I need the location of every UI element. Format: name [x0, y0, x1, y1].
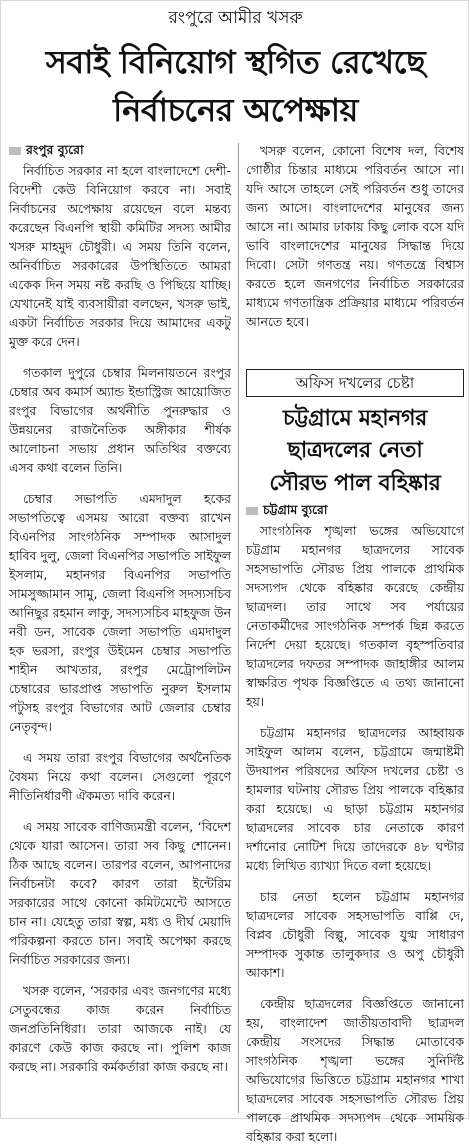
article-left-column — [9, 141, 231, 1111]
article-paragraph: খসরু বলেন, ‘সরকার এবং জনগণের মধ্যে সেতুবন্ধের কাজ করেন নির্বাচিত জনপ্রতিনিধিরা। তারা আজকে নাই। যে কারণে কেউ কাজ করছে না। পুলিশ কাজ করছে না। সরকারি কর্মকর্তারা কাজ করছে না। — [9, 983, 231, 1074]
second-article-kicker: অফিস দখলের চেষ্টা — [246, 369, 464, 397]
second-byline-text: চট্টগ্রাম ব্যুরো — [263, 502, 328, 517]
article-paragraph: নির্বাচিত সরকার না হলে বাংলাদেশে দেশী-বিদেশী কেউ বিনিয়োগ করবে না। সবাই নির্বাচনের অপেক্ষায় রয়েছেন বলে মন্তব্য করেছেন বিএনপি স্থায়ী কমিটির সদস্য আমীর খসরু মাহমুদ চৌধুরী। এ সময় তিনি বলেন, অনির্বাচিত সরকারের উপস্থিতিতে আমরা একেক দিন সময় নষ্ট করছি ও পিছিয়ে যাচ্ছি। যেখানেই যাই ব্যবসায়ীরা বলছেন, খসরু ভাই, একটা নির্বাচিত সরকার দিয়ে আমাদের একটু মুক্ত করে দেন। — [9, 163, 231, 349]
byline — [9, 141, 231, 159]
byline-text: রংপুর ব্যুরো — [26, 142, 84, 157]
article-paragraph: গতকাল দুপুরে চেম্বার মিলনায়তনে রংপুর চেম্বার অব কমার্স অ্যান্ড ইন্ডাস্ট্রিজ আয়োজিত রংপুর বিভাগের অর্থনীতি পুনরুদ্ধার ও উন্নয়নের রাজনৈতিক অঙ্গীকার শীর্ষক আলোচনা সভায় প্রধান অতিথির বক্তব্যে এসব কথা বলেন তিনি। — [9, 365, 231, 475]
headline-line-1: সবাই বিনিয়োগ স্থগিত রেখেছে — [45, 43, 426, 81]
second-article-paragraph: সাংগঠনিক শৃঙ্খলা ভঙ্গের অভিযোগে চট্টগ্রাম মহানগর ছাত্রদলের সাবেক সহসভাপতি সৌরভ প্রিয় পালকে প্রাথমিক সদস্যপদ থেকে বহিষ্কার করেছে কেন্দ্রীয় ছাত্রদল। তার সাথে সব পর্যায়ের নেতাকর্মীদের সাংগঠনিক সম্পর্ক ছিন্ন করতে নির্দেশ দেয়া হয়েছে। গতকাল বৃহস্পতিবার ছাত্রদলের দফতর সম্পাদক জাহাঙ্গীর আলম স্বাক্ষরিত পৃথক বিজ্ঞপ্তিতে এ তথ্য জানানো হয়। — [246, 523, 464, 709]
article-paragraph: চেম্বার সভাপতি এমদাদুল হকের সভাপতিত্বে এসময় আরো বক্তব্য রাখেন বিএনপির সাংগঠনিক সম্পাদক আসাদুল হাবিব দুলু, জেলা বিএনপির সভাপতি সাইফুল ইসলাম, মহানগর বিএনপির সভাপতি সামসুজ্জামান সামু, জেলা বিএনপি সদস্যসচিব আনিছুর রহমান লাকু, সদস্যসচিব মাহফুজ উন নবী ডন, সাবেক জেলা সভাপতি এমদাদুল হক ভরসা, রংপুর উইমেন চেম্বার সভাপতি শাহীন আখতার, রংপুর মেট্রোপলিটন চেম্বারের ভারপ্রাপ্ত সভাপতি নুরুল ইসলাম পটুসহ রংপুর বিভাগের আট জেলার চেম্বার নেতৃবৃন্দ। — [9, 491, 231, 734]
second-headline-line-1: চট্টগ্রামে মহানগর — [282, 406, 428, 431]
article-right-column — [246, 141, 464, 366]
second-headline-line-2: ছাত্রদলের নেতা — [287, 438, 423, 463]
second-headline-line-3: সৌরভ পাল বহিষ্কার — [269, 471, 441, 496]
second-article-paragraph: চট্টগ্রাম মহানগর ছাত্রদলের আহ্বায়ক সাইফুল আলম বলেন, চট্টগ্রামে জন্মাষ্টমী উদযাপন পরিষদের অফিস দখলের চেষ্টা ও হামলার ঘটনায় সৌরভ প্রিয় পালকে বহিষ্কার করা হয়েছে। এ ছাড়া চট্টগ্রাম মহানগর ছাত্রদলের সাবেক চার নেতাকে কারণ দর্শানোর নোটিশ দিয়ে তাদেরকে ৪৮ ঘণ্টার মধ্যে লিখিত ব্যাখ্যা দিতে বলা হয়েছে। — [246, 725, 464, 873]
byline-marker — [246, 507, 258, 515]
article-paragraph: খসরু বলেন, কোনো বিশেষ দল, বিশেষ গোষ্ঠীর চিন্তার মাধ্যমে পরিবর্তন আসে না। যদি আসে তাহলে সেই পরিবর্তন শুধু তাদের জন্য আসে। বাংলাদেশের মানুষের জন্য আসে না। আমার ঢাকায় কিছু লোক বসে যদি ভাবি বাংলাদেশের মানুষের সিদ্ধান্ত দিয়ে দিবো। সেটা গণতন্ত্র নয়। গণতন্ত্রে বিশ্বাস করতে হলে জনগণের নির্বাচিত সরকারের মাধ্যমে গণতান্ত্রিক প্রক্রিয়ার মাধ্যমে পরিবর্তন আনতে হবে। — [246, 143, 464, 329]
second-byline — [246, 501, 464, 519]
column-divider — [238, 143, 239, 1113]
byline-marker — [9, 147, 21, 155]
second-article-body — [246, 501, 464, 1144]
second-article-paragraph: কেন্দ্রীয় ছাত্রদলের বিজ্ঞপ্তিতে জানানো হয়, বাংলাদেশ জাতীয়তাবাদী ছাত্রদল কেন্দ্রীয় সংসদের সিদ্ধান্ত মোতাবেক সাংগঠনিক শৃঙ্খলা ভঙ্গের সুনির্দিষ্ট অভিযোগের ভিত্তিতে চট্টগ্রাম মহানগর শাখা ছাত্রদলের সাবেক সহসভাপতি সৌরভ প্রিয় পালকে প্রাথমিক সদস্যপদ থেকে সাময়িক বহিষ্কার করা হলো। — [246, 996, 464, 1144]
headline-line-2: নির্বাচনের অপেক্ষায় — [113, 91, 358, 129]
article-paragraph: এ সময় সাবেক বাণিজ্যমন্ত্রী বলেন, ‘বিদেশ থেকে যারা আসেন। তারা সব কিছু শোনেন। ঠিক আছে বলেন। তারপর বলেন, আপনাদের নির্বাচনটা কবে? কারণ তারা ইন্টেরিম সরকারের সাথে কোনো কমিটমেন্টে আসতে চান না। যেহেতু তারা স্বল্প, মধ্য ও দীর্ঘ মেয়াদি পরিকল্পনা করতে চান। সবাই অপেক্ষা করছে নির্বাচিত সরকারের জন্য। — [9, 819, 231, 967]
second-article-paragraph: চার নেতা হলেন চট্টগ্রাম মহানগর ছাত্রদলের সাবেক সহসভাপতি বাপ্পি দে, বিপ্লব চৌধুরী বিল্পু, সাবেক যুগ্ম সাধারণ সম্পাদক সুকান্ত তালুকদার ও অপু চৌধুরী আকাশ। — [246, 889, 464, 980]
article-paragraph: এ সময় তারা রংপুর বিভাগের অর্থনৈতিক বৈষম্য নিয়ে কথা বলেন। সেগুলো পূরণে নীতিনির্ধারণী ঐকমত্য দাবি করেন। — [9, 750, 231, 803]
article-kicker: রংপুরে আমীর খসরু — [168, 8, 303, 28]
